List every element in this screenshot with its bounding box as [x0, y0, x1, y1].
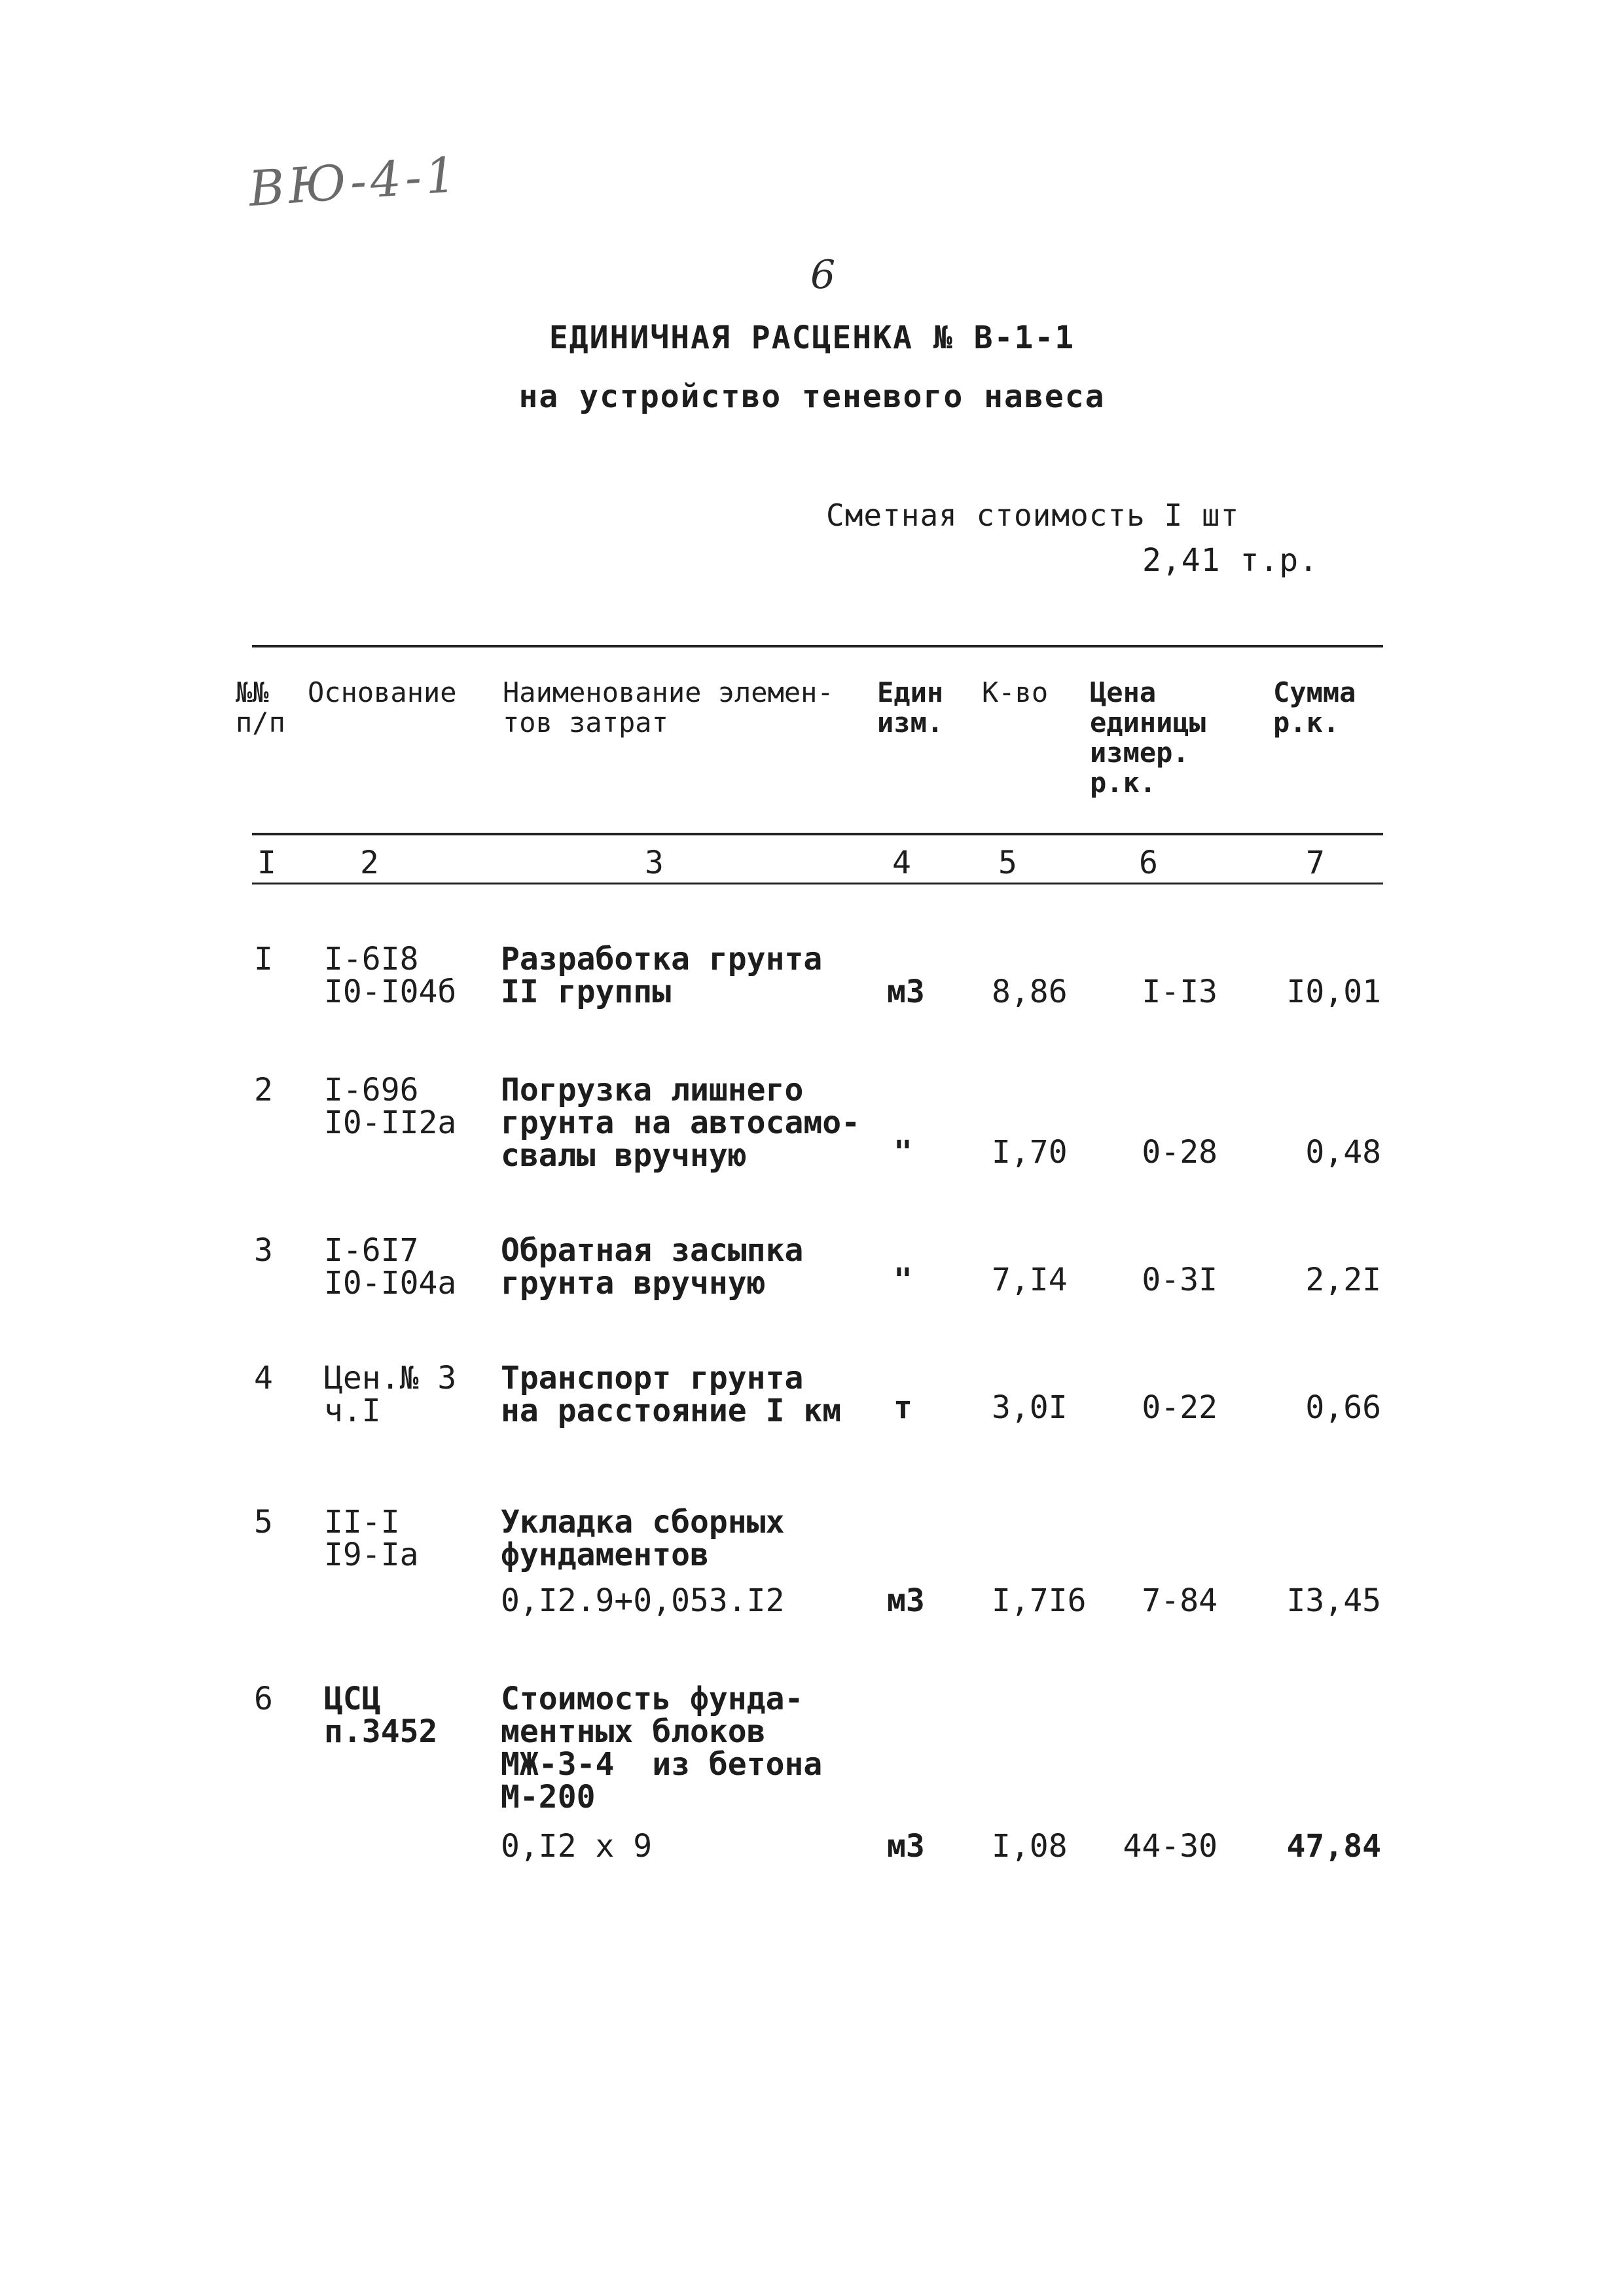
- row-unit-price: 0-22: [1142, 1389, 1218, 1426]
- column-number-6: 6: [1139, 845, 1158, 881]
- row-unit-price: 44-30: [1123, 1828, 1218, 1865]
- row-formula: 0,I2.9+0,053.I2: [501, 1582, 785, 1619]
- table-top-rule: [252, 645, 1383, 647]
- row-item-name: Обратная засыпка грунта вручную: [501, 1232, 804, 1302]
- row-unit-price: 0-3I: [1142, 1262, 1218, 1298]
- row-formula: 0,I2 х 9: [501, 1828, 653, 1865]
- row-unit-price: 7-84: [1142, 1582, 1218, 1619]
- column-number-5: 5: [998, 845, 1017, 881]
- row-sum: 0,48: [1305, 1134, 1381, 1171]
- row-basis: II-I I9-Iа: [324, 1504, 419, 1573]
- row-quantity: 8,86: [992, 974, 1068, 1010]
- row-item-name: Стоимость фунда- ментных блоков МЖ-3-4 из бетона М-200: [501, 1681, 823, 1815]
- row-quantity: 3,0I: [992, 1389, 1068, 1426]
- row-item-name: Разработка грунта II группы: [501, 941, 823, 1010]
- handwritten-mark: ВЮ-4-1: [247, 146, 462, 218]
- header-unit: Един изм.: [877, 676, 944, 738]
- row-number: 2: [254, 1072, 273, 1108]
- row-item-name: Транспорт грунта на расстояние I км: [501, 1360, 842, 1429]
- column-number-7: 7: [1306, 845, 1325, 881]
- column-number-4: 4: [892, 845, 911, 881]
- row-quantity: I,08: [992, 1828, 1068, 1865]
- row-unit: м3: [887, 1828, 925, 1865]
- column-number-2: 2: [360, 845, 379, 881]
- table-header-rule: [252, 833, 1383, 835]
- row-unit: ": [893, 1134, 912, 1171]
- row-basis: Цен.№ 3 ч.I: [324, 1360, 457, 1429]
- row-sum: 2,2I: [1305, 1262, 1381, 1298]
- row-number: I: [254, 941, 273, 977]
- estimated-cost-label: Сметная стоимость I шт: [826, 498, 1240, 533]
- header-basis: Основание: [308, 676, 457, 708]
- header-sum: Сумма р.к.: [1273, 676, 1356, 738]
- row-quantity: I,7I6: [992, 1582, 1087, 1619]
- row-basis: ЦСЦ п.3452: [324, 1681, 438, 1750]
- row-basis: I-6I7 I0-I04а: [324, 1232, 457, 1302]
- row-sum: 47,84: [1286, 1828, 1381, 1865]
- header-quantity: К-во: [982, 676, 1049, 708]
- row-quantity: 7,I4: [992, 1262, 1068, 1298]
- header-item-name: Наименование элемен- тов затрат: [503, 676, 834, 738]
- document-subtitle: на устройство теневого навеса: [518, 378, 1106, 415]
- page-number: 6: [810, 252, 836, 298]
- row-basis: I-6I8 I0-I04б: [324, 941, 457, 1010]
- row-number: 6: [254, 1681, 273, 1717]
- row-quantity: I,70: [992, 1134, 1068, 1171]
- header-number: №№ п/п: [236, 676, 285, 738]
- row-number: 5: [254, 1504, 273, 1540]
- row-sum: I0,01: [1286, 974, 1381, 1010]
- row-unit: ": [893, 1262, 912, 1298]
- row-sum: 0,66: [1305, 1389, 1381, 1426]
- column-number-3: 3: [645, 845, 664, 881]
- row-unit-price: 0-28: [1142, 1134, 1218, 1171]
- row-unit: т: [893, 1389, 912, 1426]
- row-sum: I3,45: [1286, 1582, 1381, 1619]
- row-number: 4: [254, 1360, 273, 1396]
- row-number: 3: [254, 1232, 273, 1269]
- row-item-name: Погрузка лишнего грунта на автосамо- свалы вручную: [501, 1072, 861, 1174]
- row-basis: I-696 I0-II2а: [324, 1072, 457, 1141]
- estimated-cost-value: 2,41 т.р.: [1142, 542, 1319, 579]
- row-item-name: Укладка сборных фундаментов: [501, 1504, 785, 1573]
- header-unit-price: Цена единицы измер. р.к.: [1090, 676, 1206, 799]
- column-number-1: I: [257, 845, 276, 881]
- column-number-rule: [252, 883, 1383, 884]
- row-unit: м3: [887, 974, 925, 1010]
- row-unit: м3: [887, 1582, 925, 1619]
- document-title: ЕДИНИЧНАЯ РАСЦЕНКА № В-1-1: [549, 319, 1075, 356]
- row-unit-price: I-I3: [1142, 974, 1218, 1010]
